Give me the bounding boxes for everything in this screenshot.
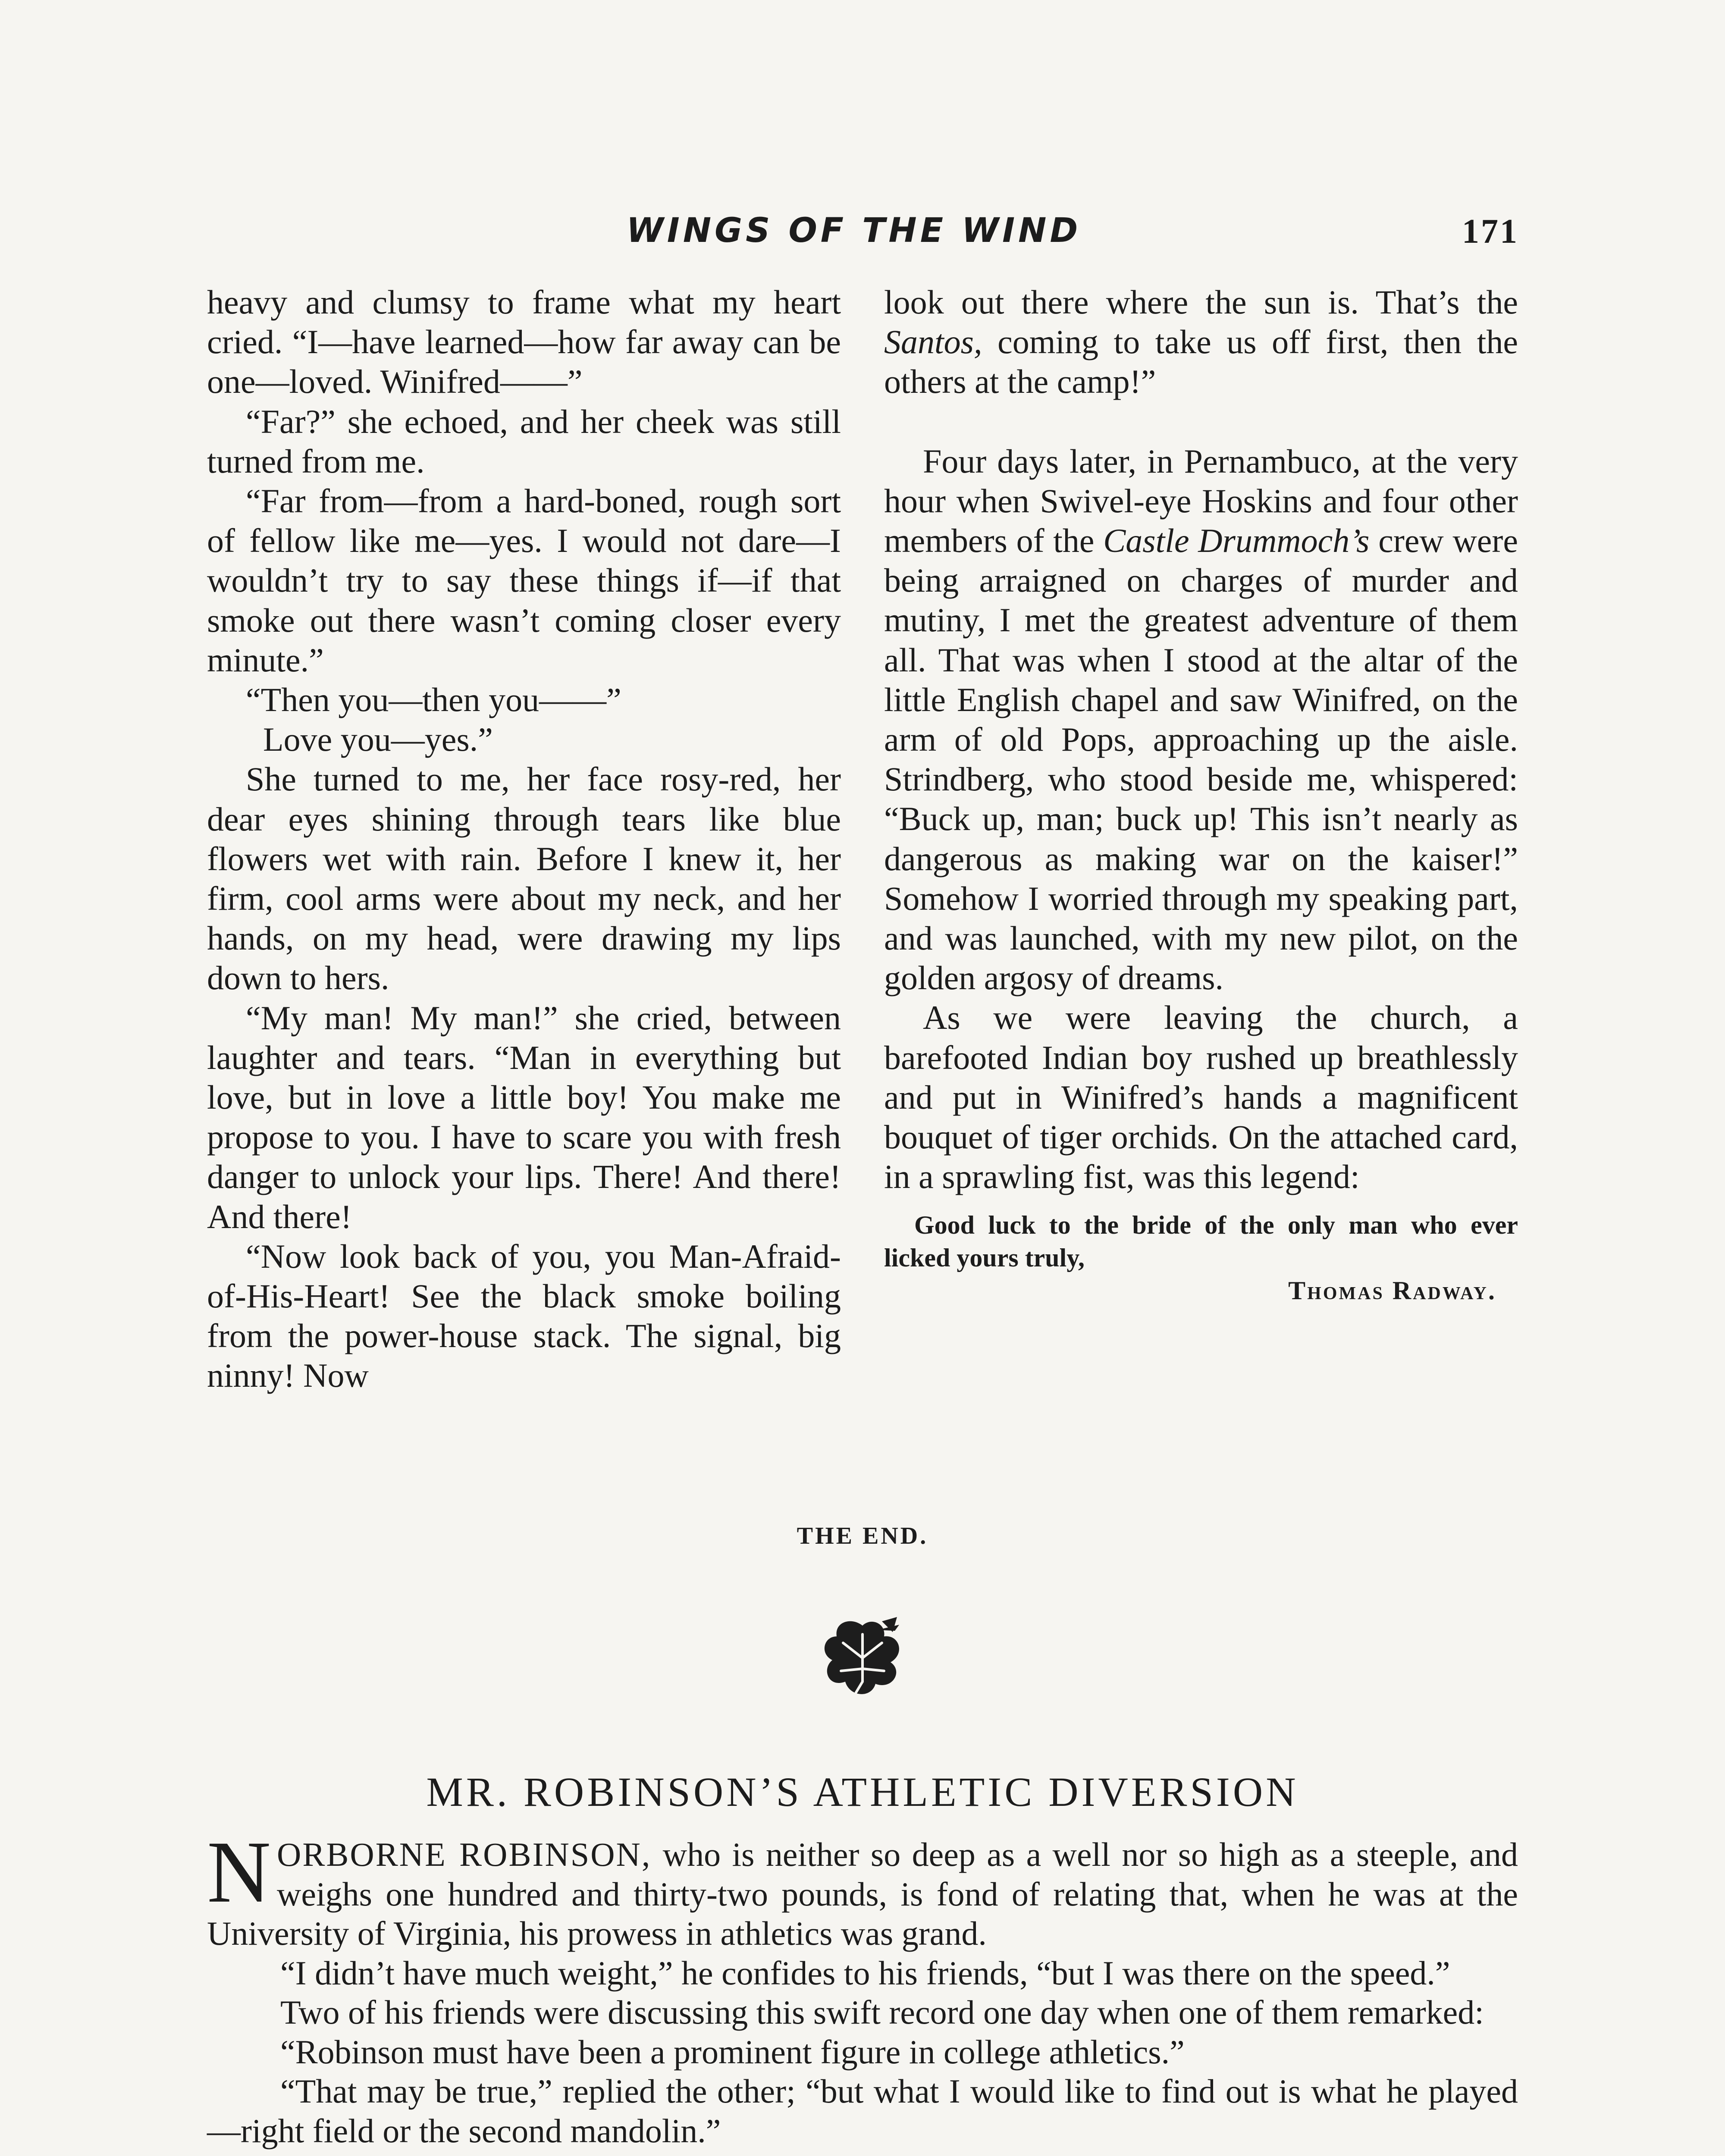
anecdote [207,1823,1518,2150]
anecdote-paragraph-3: Two of his friends were discussing this swift record one day when one of them remarked: [280,1993,1484,2031]
right-p2-after: crew were being arraigned on charges of murder and mutiny, I met the greatest adventure of them all. That was when I stood at the altar of the little English chapel and saw Winifred, on the arm of old Pops, approaching up the aisle. Strindberg, who stood beside me, whispered: “Buck up, man; buck up! This isn’t nearly as dangerous as making war on the kaiser!” Somehow I worried through my speaking part, and was launched, with my new pilot, on the golden argosy of dreams. [884,522,1518,997]
anecdote-paragraph-1-rest: who is neither so deep as a well nor so high as a steeple, and weighs one hundred and thirty-two pounds, is fond of relating that, when he was at the University of Virginia, his prowess in athletics was grand. [207,1836,1518,1952]
drop-cap: N [207,1823,271,1921]
anecdote-paragraph-4: “Robinson must have been a prominent figure in college athletics.” [280,2033,1185,2071]
page-number: 171 [1462,213,1519,251]
right-p1-after: coming to take us off first, then the others at the camp!” [884,323,1518,401]
anecdote-paragraph-1 [207,1823,1518,1953]
left-column [207,282,841,1396]
card-text: Good luck to the bride of the only man who ever licked yours truly, [884,1211,1518,1272]
left-paragraph-1: heavy and clumsy to frame what my heart cried. “I—have learned—how far away can be one—loved. Winifred——” [207,283,841,401]
left-paragraph-4: “Then you—then you——” [246,681,621,719]
right-paragraph-3: As we were leaving the church, a barefooted Indian boy rushed up breathlessly and put in Winifred’s hands a magnificent bouquet of tiger orchids. On the attached card, in a sprawling fist, was this legend: [884,999,1518,1196]
left-paragraph-3: “Far from—from a hard-boned, rough sort of fellow like me—yes. I would not dare—I wouldn’t try to say these things if—if that smoke out there wasn’t coming closer every minute.” [207,482,841,679]
right-paragraph-1 [884,282,1518,402]
card-note [884,1209,1518,1307]
leaf-ornament-icon [817,1617,908,1703]
running-head [0,207,1725,254]
story-title: MR. ROBINSON’S ATHLETIC DIVERSION [426,1769,1299,1815]
anecdote-paragraph-5: “That may be true,” replied the other; “but what I would like to find out is what he played—right field or the second mandolin.” [207,2072,1518,2150]
lead-in-caps: ORBORNE ROBINSON, [277,1836,652,1873]
right-column [884,282,1518,1307]
the-end: THE END. [797,1523,928,1549]
right-p1-before: look out there where the sun is. That’s the [884,283,1518,321]
right-paragraph-2 [884,442,1518,998]
anecdote-paragraph-2: “I didn’t have much weight,” he confides to his friends, “but I was there on the speed.” [280,1954,1450,1992]
card-signature: Thomas Radway. [1288,1276,1496,1305]
left-paragraph-6: She turned to me, her face rosy-red, her dear eyes shining through tears like blue flowers wet with rain. Before I knew it, her firm, cool arms were about my neck, and her hands, on my head, were drawing my lips down to hers. [207,760,841,997]
left-paragraph-7: “My man! My man!” she cried, between laughter and tears. “Man in everything but love, but in love a little boy! You make me propose to you. I have to scare you with fresh danger to unlock your lips. There! And there! And there! [207,999,841,1235]
ship-name-castle-drummoch: Castle Drummoch’s [1103,522,1370,560]
right-p2-before: Four days later, in Pernambuco, at the very hour when Swivel-eye Hoskins and four other members of the [884,442,1518,560]
left-paragraph-2: “Far?” she echoed, and her cheek was still turned from me. [207,402,841,480]
left-paragraph-5: Love you—yes.” [263,721,493,758]
left-paragraph-8: “Now look back of you, you Man-Afraid-of-His-Heart! See the black smoke boiling from the power-house stack. The signal, big ninny! Now [207,1237,841,1395]
ship-name-santos: Santos, [884,323,982,361]
running-title: WINGS OF THE WIND [626,211,1082,250]
